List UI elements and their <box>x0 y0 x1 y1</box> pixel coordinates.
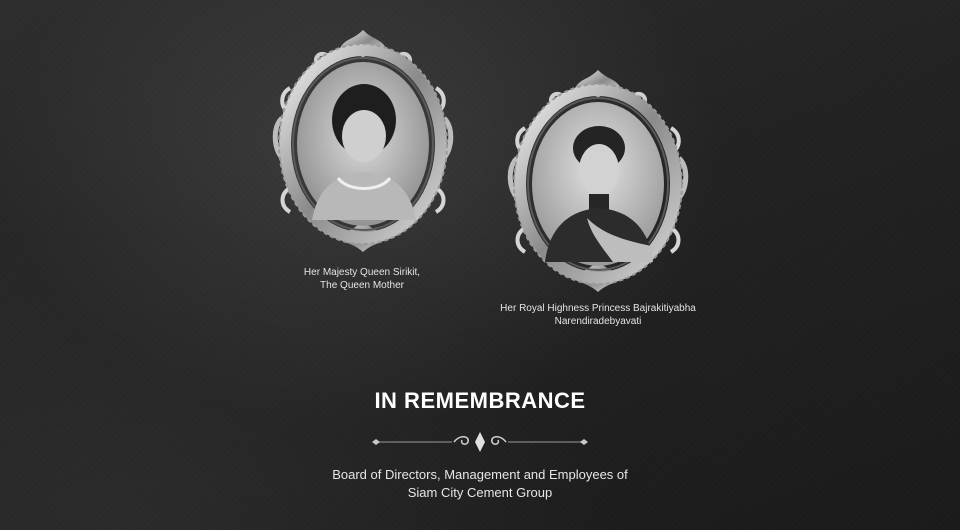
ornament-divider-icon <box>370 430 590 454</box>
caption-line: Her Majesty Queen Sirikit, <box>303 267 421 278</box>
caption-line: Her Royal Highness Princess Bajrakitiyabha <box>500 303 696 314</box>
caption-queen-sirikit <box>262 266 462 292</box>
board-line: Board of Directors, Management and Employees of <box>332 467 628 482</box>
ornate-frame-icon <box>503 68 693 294</box>
ornate-frame-icon <box>268 28 458 254</box>
caption-princess-bajrakitiyabha <box>488 302 708 328</box>
board-line: Siam City Cement Group <box>407 485 553 500</box>
portrait-princess-bajrakitiyabha <box>503 68 693 294</box>
page-title: IN REMEMBRANCE <box>374 388 586 413</box>
portrait-queen-sirikit <box>268 28 458 254</box>
board-text <box>0 466 960 502</box>
caption-line: The Queen Mother <box>320 280 404 291</box>
caption-line: Narendiradebyavati <box>554 316 642 327</box>
